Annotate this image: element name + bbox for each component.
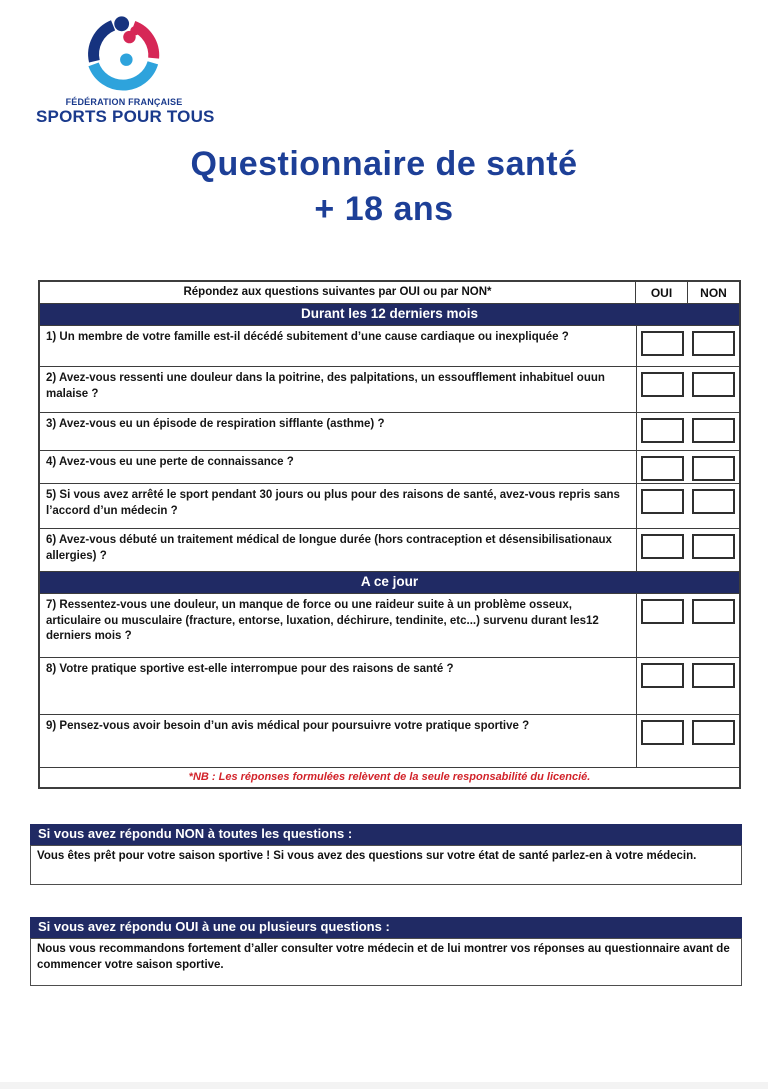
checkbox-oui[interactable] <box>641 418 684 443</box>
answer-cells <box>637 326 739 366</box>
checkbox-non[interactable] <box>692 534 735 559</box>
checkbox-oui[interactable] <box>641 720 684 745</box>
federation-logo-icon <box>84 16 164 94</box>
question-text: 5) Si vous avez arrêté le sport pendant 30 jours ou plus pour des raisons de santé, avez-vous repris sans l’accord d’un médecin ? <box>40 484 637 528</box>
federation-logo <box>36 16 215 127</box>
question-text: 1) Un membre de votre famille est-il décédé subitement d’une cause cardiaque ou inexpliquée ? <box>40 326 637 366</box>
result-oui-body: Nous vous recommandons fortement d’aller consulter votre médecin et de lui montrer vos réponses au questionnaire avant de commencer votre saison sportive. <box>30 938 742 986</box>
question-row <box>40 450 739 483</box>
answer-cells <box>637 413 739 450</box>
question-text: 2) Avez-vous ressenti une douleur dans la poitrine, des palpitations, un essoufflement inhabituel ouun malaise ? <box>40 367 637 412</box>
checkbox-oui[interactable] <box>641 372 684 397</box>
answer-cells <box>637 484 739 528</box>
column-header-oui: OUI <box>636 282 688 303</box>
answer-cells <box>637 529 739 571</box>
health-questionnaire-table <box>38 280 741 789</box>
checkbox-oui[interactable] <box>641 599 684 624</box>
answer-cells <box>637 658 739 714</box>
checkbox-oui[interactable] <box>641 331 684 356</box>
page-title <box>0 142 768 232</box>
question-text: 9) Pensez-vous avoir besoin d’un avis médical pour poursuivre votre pratique sportive ? <box>40 715 637 767</box>
question-row <box>40 593 739 657</box>
table-footnote: *NB : Les réponses formulées relèvent de la seule responsabilité du licencié. <box>40 767 739 787</box>
logo-org-name: FÉDÉRATION FRANÇAISE <box>65 97 183 107</box>
checkbox-non[interactable] <box>692 456 735 481</box>
answer-cells <box>637 451 739 483</box>
title-line2: + 18 ans <box>314 190 454 229</box>
question-row <box>40 325 739 366</box>
answer-cells <box>637 367 739 412</box>
checkbox-oui[interactable] <box>641 663 684 688</box>
question-row <box>40 483 739 528</box>
page-bottom-edge <box>0 1082 768 1089</box>
result-block-non <box>30 824 742 885</box>
question-row <box>40 528 739 571</box>
checkbox-non[interactable] <box>692 418 735 443</box>
section-header: Durant les 12 derniers mois <box>40 303 739 325</box>
checkbox-non[interactable] <box>692 331 735 356</box>
logo-brand-name: SPORTS POUR TOUS <box>36 107 215 126</box>
checkbox-non[interactable] <box>692 489 735 514</box>
checkbox-non[interactable] <box>692 372 735 397</box>
result-non-body: Vous êtes prêt pour votre saison sportive ! Si vous avez des questions sur votre état de santé parlez-en à votre médecin. <box>30 845 742 885</box>
question-text: 7) Ressentez-vous une douleur, un manque de force ou une raideur suite à un problème osseux, articulaire ou musculaire (fracture, entorse, luxation, déchirure, tendinite, etc...) survenu durant les12 derniers mois ? <box>40 594 637 657</box>
question-text: 3) Avez-vous eu un épisode de respiration sifflante (asthme) ? <box>40 413 637 450</box>
question-row <box>40 714 739 767</box>
answer-cells <box>637 594 739 657</box>
column-header-non: NON <box>700 286 727 300</box>
answer-cells <box>637 715 739 767</box>
checkbox-non[interactable] <box>692 720 735 745</box>
question-row <box>40 366 739 412</box>
table-instruction: Répondez aux questions suivantes par OUI ou par NON* <box>40 282 636 303</box>
title-line1: Questionnaire de santé <box>190 145 578 183</box>
checkbox-non[interactable] <box>692 599 735 624</box>
section-header: A ce jour <box>40 571 739 593</box>
checkbox-oui[interactable] <box>641 489 684 514</box>
checkbox-non[interactable] <box>692 663 735 688</box>
result-block-oui <box>30 917 742 986</box>
question-row <box>40 657 739 714</box>
question-text: 8) Votre pratique sportive est-elle interrompue pour des raisons de santé ? <box>40 658 637 714</box>
table-body <box>40 303 739 767</box>
question-row <box>40 412 739 450</box>
question-text: 6) Avez-vous débuté un traitement médical de longue durée (hors contraception et désensibilisationaux allergies) ? <box>40 529 637 571</box>
result-oui-header: Si vous avez répondu OUI à une ou plusieurs questions : <box>30 917 742 938</box>
checkbox-oui[interactable] <box>641 534 684 559</box>
checkbox-oui[interactable] <box>641 456 684 481</box>
table-header-row <box>40 282 739 303</box>
result-non-header: Si vous avez répondu NON à toutes les questions : <box>30 824 742 845</box>
question-text: 4) Avez-vous eu une perte de connaissance ? <box>40 451 637 483</box>
